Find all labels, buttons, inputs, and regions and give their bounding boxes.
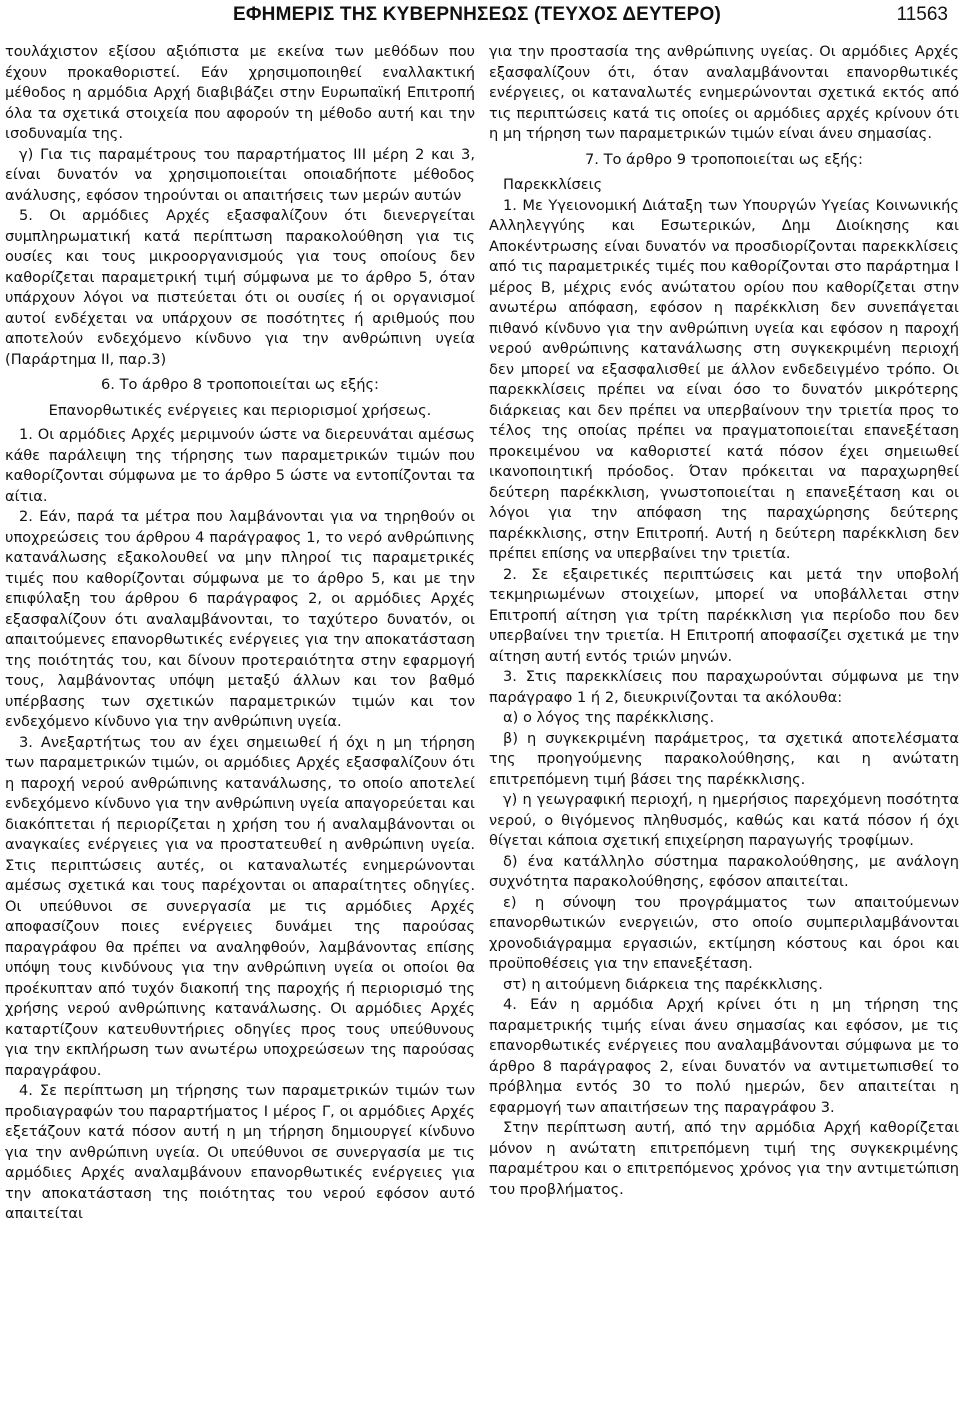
paragraph: 3. Στις παρεκκλίσεις που παραχωρούνται σύμφωνα με την παράγραφο 1 ή 2, διευκρινίζονται τα ακόλουθα: — [489, 668, 959, 706]
list-item: δ) ένα κατάλληλο σύστημα παρακολούθησης, με ανάλογη συχνότητα παρακολούθησης, εφόσον απαιτείται. — [489, 852, 959, 890]
paragraph: 4. Σε περίπτωση μη τήρησης των παραμετρικών τιμών των προδιαγραφών του παραρτήματος Ι μέρος Γ, οι αρμόδιες Αρχές εξετάζουν κατά πόσον αυτή η μη τήρηση δημιουργεί κίνδυνο για την ανθρώπινη υγεία. Οι υπεύθυνοι σε συνεργασία με τις αρμόδιες Αρχές αναλαμβάνουν επανορθωτικές ενέργειες για την αποκατάσταση της ποιότητας του νερού εφόσον αυτό απαιτείται — [5, 1082, 475, 1222]
right-column — [489, 42, 959, 1200]
page-number: 11563 — [896, 4, 948, 25]
paragraph: 1. Με Υγειονομική Διάταξη των Υπουργών Υγείας Κοινωνικής Αλληλεγγύης και Εσωτερικών, Δημ Διοίκησης και Αποκέντρωσης είναι δυνατόν να προσδιορίζονται παρεκκλίσεις από τις παραμετρικές τιμές που καθορίζονται στο παράρτημα Ι μέρος Β, μέχρις ενός ανώτατου ορίου που καθορίζεται στην ανωτέρω απόφαση, εφόσον η παρέκκλιση δεν συνεπάγεται πιθανό κίνδυνο για την ανθρώπινη υγεία και εφόσον η παροχή νερού ανθρώπινης κατανάλωσης στη συγκεκριμένη περιοχή δεν μπορεί να εξασφαλισθεί με άλλον ενδεδειγμένο τρόπο. Οι παρεκκλίσεις πρέπει να είναι όσο το δυνατόν μικρότερης διάρκειας και δεν πρέπει να υπερβαίνουν την τριετία προς το τέλος της οποίας πρέπει να πραγματοποιείται επανεξέταση προκειμένου να καθοριστεί κατά πόσον έχει σημειωθεί ικανοποιητική πρόοδος. Όταν πρόκειται να παραχωρηθεί δεύτερη παρέκκλιση, γνωστοποιείται η επανεξέταση και οι λόγοι για την απόφαση της παραχώρησης δεύτερης παρέκκλισης, στην Επιτροπή. Αυτή η δεύτερη παρέκκλιση δεν πρέπει επίσης να υπερβαίνει την τριετία. — [489, 196, 959, 562]
article-heading: 7. Το άρθρο 9 τροποποιείται ως εξής: — [585, 150, 863, 168]
list-item: α) ο λόγος της παρέκκλισης. — [503, 709, 715, 726]
paragraph: 4. Εάν η αρμόδια Αρχή κρίνει ότι η μη τήρηση της παραμετρικής τιμής είναι άνευ σημασίας και εφόσον, με τις επανορθωτικές ενέργειες που αναλαμβάνονται σύμφωνα με το άρθρο 8 παράγραφος 2, είναι δυνατόν να αντιμετωπισθεί το πρόβλημα εντός 30 το πολύ ημερών, δεν απαιτείται η εφαρμογή των απαιτήσεων της παραγράφου 3. — [489, 996, 959, 1116]
list-item: ε) η σύνοψη του προγράμματος των απαιτούμενων επανορθωτικών ενεργειών, στο οποίο συμπεριλαμβάνονται χρονοδιάγραμμα εργασιών, εκτίμηση κόστους και όροι και προϋποθέσεις για την επανεξέταση. — [489, 893, 959, 972]
article-heading: 6. Το άρθρο 8 τροποποιείται ως εξής: — [101, 376, 379, 393]
article-title: Επανορθωτικές ενέργειες και περιορισμοί χρήσεως. — [48, 401, 432, 419]
paragraph: τουλάχιστον εξίσου αξιόπιστα με εκείνα των μεθόδων που έχουν προκαθοριστεί. Εάν χρησιμοποιηθεί εναλλακτική μέθοδος η αρμόδια Αρχή διαβιβάζει στην Ευρωπαϊκή Επιτροπή όλα τα σχετικά στοιχεία που αφορούν τη μέθοδο αυτή και την ισοδυναμία της. — [5, 43, 475, 142]
paragraph: 1. Οι αρμόδιες Αρχές μεριμνούν ώστε να διερευνάται αμέσως κάθε παράλειψη της τήρησης των παραμετρικών τιμών που καθορίζονται σύμφωνα με το άρθρο 5 ώστε να εντοπίζονται τα αίτια. — [5, 426, 475, 505]
paragraph: 5. Οι αρμόδιες Αρχές εξασφαλίζουν ότι διενεργείται συμπληρωματική κατά περίπτωση παρακολούθηση για τις ουσίες και τους μικροοργανισμούς για τους οποίους δεν καθορίζεται παραμετρική τιμή σύμφωνα με το άρθρο 5, όταν υπάρχουν λόγοι να πιστεύεται ότι οι ουσίες ή οι οργανισμοί αυτοί ενδέχεται να υπάρχουν σε ποσότητες ή αριθμούς που αποτελούν ενδεχόμενο κίνδυνο για την ανθρώπινη υγεία (Παράρτημα ΙΙ, παρ.3) — [5, 207, 475, 368]
page-header — [0, 0, 960, 36]
left-column — [5, 42, 475, 1225]
list-item: γ) η γεωγραφική περιοχή, η ημερήσιος παρεχόμενη ποσότητα νερού, ο θιγόμενος πληθυσμός, καθώς και κατά πόσον ή όχι θίγεται κάποια σχετική επιχείρηση παραγωγής τροφίμων. — [489, 791, 959, 849]
article-title: Παρεκκλίσεις — [503, 176, 603, 193]
paragraph: γ) Για τις παραμέτρους του παραρτήματος ΙΙΙ μέρη 2 και 3, είναι δυνατόν να χρησιμοποιείται οποιαδήποτε μέθοδος ανάλυσης, εφόσον τηρούνται οι απαιτήσεις των μερών αυτών — [5, 145, 475, 204]
paragraph: 3. Ανεξαρτήτως του αν έχει σημειωθεί ή όχι η μη τήρηση των παραμετρικών τιμών, οι αρμόδιες Αρχές εξασφαλίζουν ότι η παροχή νερού ανθρώπινης κατανάλωσης, το οποίο αποτελεί ενδεχόμενο κίνδυνο για την ανθρώπινη υγεία απαγορεύεται και διακόπτεται ή περιορίζεται η χρήση του ή αναλαμβάνονται οι αναγκαίες ενέργειες για να προστατευθεί η ανθρώπινη υγεία. Στις περιπτώσεις αυτές, οι καταναλωτές ενημερώνονται αμέσως σχετικά και τους παρέχονται οι απαραίτητες οδηγίες. Οι υπεύθυνοι σε συνεργασία με τις αρμόδιες Αρχές αποφασίζουν ποιες ενέργειες δυνάμει της παρούσας παραγράφου θα πρέπει να αναληφθούν, λαμβάνοντας επίσης υπόψη τους κινδύνους για την ανθρώπινη υγεία οι οποίοι θα προέκυπταν από τυχόν διακοπή της παροχής ή περιορισμό της χρήσης νερού ανθρώπινης κατανάλωσης. Οι αρμόδιες Αρχές καταρτίζουν κατευθυντήριες οδηγίες προς τους υπεύθυνους για την εκπλήρωση των ανωτέρω υποχρεώσεων της παρούσας παραγράφου. — [5, 733, 475, 1079]
paragraph: για την προστασία της ανθρώπινης υγείας. Οι αρμόδιες Αρχές εξασφαλίζουν ότι, όταν αναλαμβάνονται επανορθωτικές ενέργειες, οι καταναλωτές ενημερώνονται σχετικά εκτός από τις περιπτώσεις κατά τις οποίες οι αρμόδιες αρχές κρίνουν ότι η μη τήρηση των παραμετρικών τιμών είναι άνευ σημασίας. — [489, 43, 959, 142]
list-item: στ) η αιτούμενη διάρκεια της παρέκκλισης. — [503, 975, 823, 993]
paragraph: 2. Εάν, παρά τα μέτρα που λαμβάνονται για να τηρηθούν οι υποχρεώσεις του άρθρου 4 παράγραφος 1, το νερό ανθρώπινης κατανάλωσης εξακολουθεί να μην πληροί τις παραμετρικές τιμές που καθορίζονται σύμφωνα με το άρθρο 5, και με την επιφύλαξη του άρθρου 6 παράγραφος 2, οι αρμόδιες Αρχές εξασφαλίζουν ότι αναλαμβάνονται, το ταχύτερο δυνατόν, οι απαιτούμενες επανορθωτικές ενέργειες για την αποκατάσταση της ποιότητάς του, και δίνουν προτεραιότητα στην εφαρμογή τους, λαμβάνοντας υπόψη μεταξύ άλλων και τον βαθμό υπέρβασης των σχετικών παραμετρικών τιμών και τον ενδεχόμενο κίνδυνο για την ανθρώπινη υγεία. — [5, 508, 475, 730]
list-item: β) η συγκεκριμένη παράμετρος, τα σχετικά αποτελέσματα της προηγούμενης παρακολούθησης, και η ανώτατη επιτρεπόμενη τιμή βάσει της παρέκκλισης. — [489, 729, 959, 788]
paragraph: Στην περίπτωση αυτή, από την αρμόδια Αρχή καθορίζεται μόνον η ανώτατη επιτρεπόμενη τιμή της συγκεκριμένης παραμέτρου και ο επιτρεπόμενος χρόνος για την αντιμετώπιση του προβλήματος. — [489, 1119, 959, 1198]
paragraph: 2. Σε εξαιρετικές περιπτώσεις και μετά την υποβολή τεκμηριωμένων στοιχείων, μπορεί να υποβάλλεται στην Επιτροπή αίτηση για τρίτη παρέκκλιση για περίοδο που δεν υπερβαίνει την τριετία. Η Επιτροπή αποφασίζει σχετικά με την αίτηση αυτή εντός τριών μηνών. — [489, 565, 959, 665]
gazette-title: ΕΦΗΜΕΡΙΣ ΤΗΣ ΚΥΒΕΡΝΗΣΕΩΣ (ΤΕΥΧΟΣ ΔΕΥΤΕΡΟ) — [233, 4, 721, 25]
